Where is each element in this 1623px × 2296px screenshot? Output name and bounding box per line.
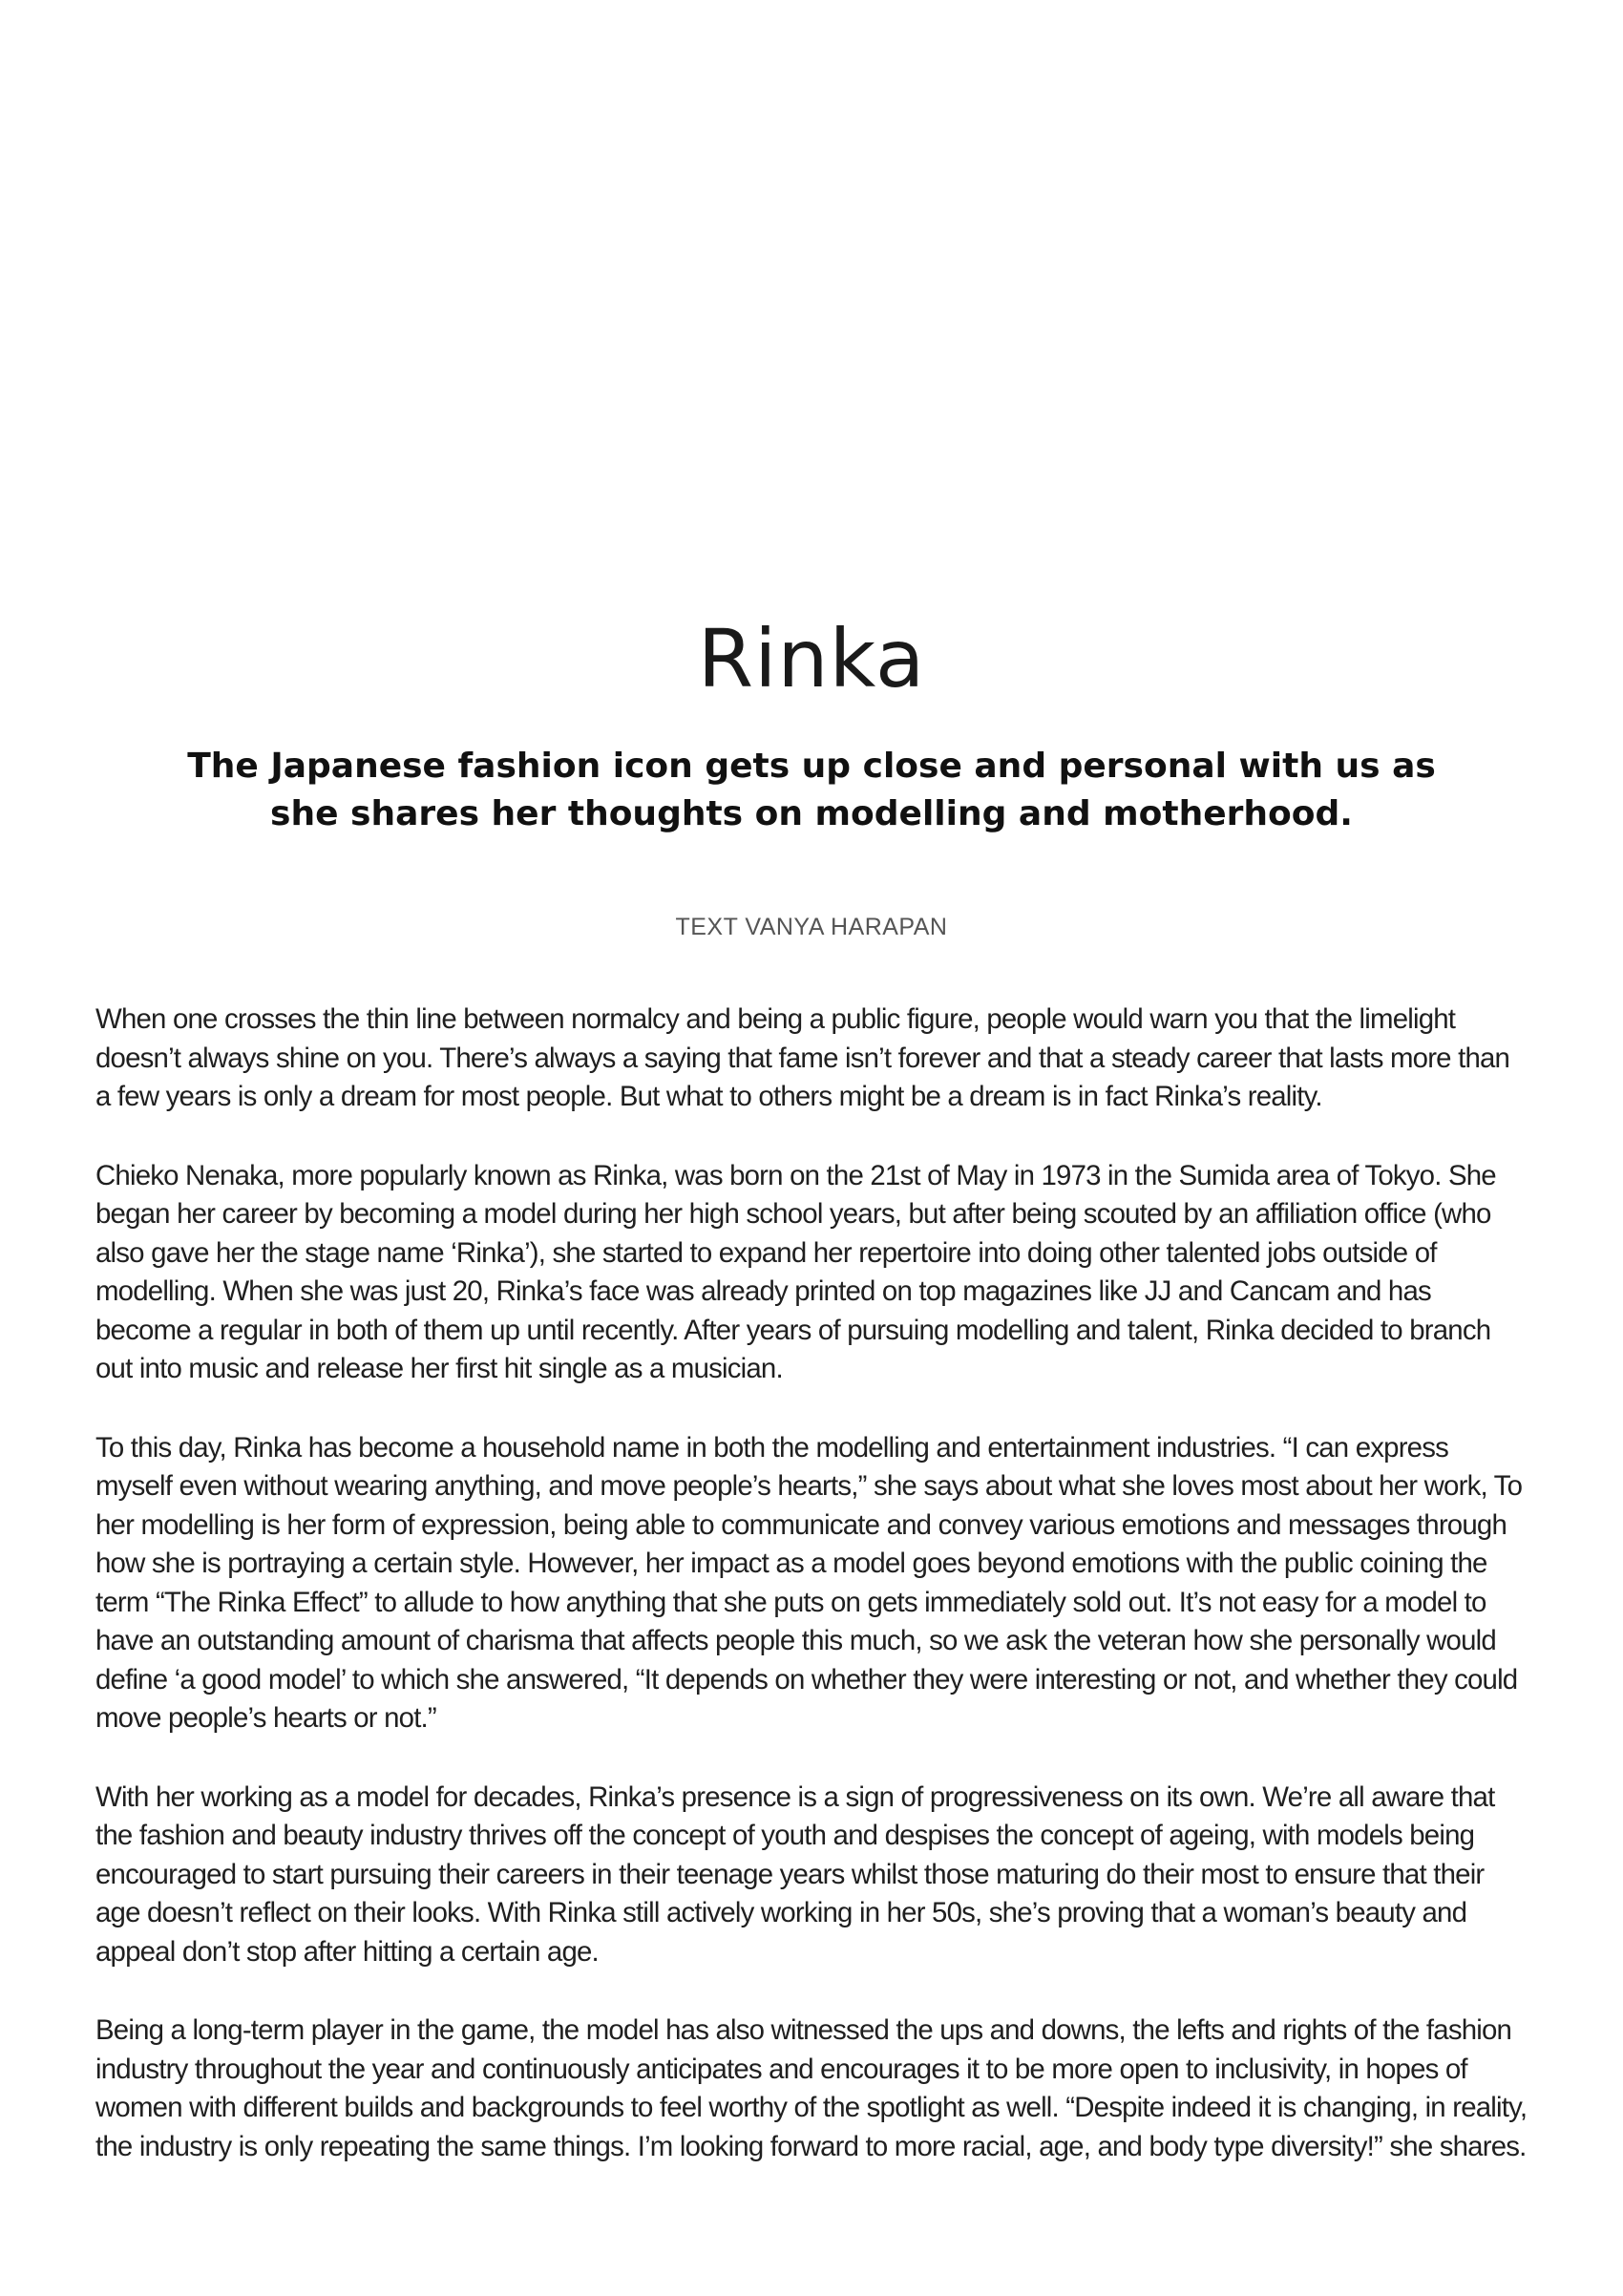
body-paragraph: When one crosses the thin line between normalcy and being a public figure, people would warn you that the limelight doesn’t always shine on you. There’s always a saying that fame isn’t forever and that a steady career that lasts more than a few years is only a dream for most people. But what to others might be a dream is in fact Rinka’s reality. xyxy=(95,1003,1510,1112)
body-paragraph: To this day, Rinka has become a household name in both the modelling and entertainment industries. “I can express myself even without wearing anything, and move people’s hearts,” she says about what she loves most about her work, To her modelling is her form of expression, being able to communicate and convey various emotions and messages through how she is portraying a certain style. However, her impact as a model goes beyond emotions with the public coining the term “The Rinka Effect” to allude to how anything that she puts on gets immediately sold out. It’s not easy for a model to have an outstanding amount of charisma that affects people this much, so we ask the veteran how she personally would define ‘a good model’ to which she answered, “It depends on whether they were interesting or not, and whether they could move people’s hearts or not.” xyxy=(95,1431,1523,1734)
body-paragraph: With her working as a model for decades, Rinka’s presence is a sign of progressiveness on its own. We’re all aware that the fashion and beauty industry thrives off the concept of youth and despises the concept of ageing, with models being encouraged to start pursuing their careers in their teenage years whilst those maturing do their most to ensure that their age doesn’t reflect on their looks. With Rinka still actively working in her 50s, she’s proving that a woman’s beauty and appeal don’t stop after hitting a certain age. xyxy=(95,1780,1495,1968)
article-subtitle: The Japanese fashion icon gets up close and personal with us as she shares her thoughts on modelling and motherhood. xyxy=(187,747,1436,833)
article-byline: TEXT VANYA HARAPAN xyxy=(675,914,948,940)
body-paragraph: Being a long-term player in the game, the model has also witnessed the ups and downs, the lefts and rights of the fashion industry throughout the year and continuously anticipates and encourages it to be more open to inclusivity, in hopes of women with different builds and backgrounds to feel worthy of the spotlight as well. “Despite indeed it is changing, in reality, the industry is only repeating the same things. I’m looking forward to more racial, age, and body type diversity!” she shares. xyxy=(95,2014,1528,2162)
article-title: Rinka xyxy=(697,612,926,706)
article-body xyxy=(95,1001,1528,2206)
body-paragraph: Chieko Nenaka, more popularly known as Rinka, was born on the 21st of May in 1973 in the Sumida area of Tokyo. She began her career by becoming a model during her high school years, but after being scouted by an affiliation office (who also gave her the stage name ‘Rinka’), she started to expand her repertoire into doing other talented jobs outside of modelling. When she was just 20, Rinka’s face was already printed on top magazines like JJ and Cancam and has become a regular in both of them up until recently. After years of pursuing modelling and talent, Rinka decided to branch out into music and release her first hit single as a musician. xyxy=(95,1159,1496,1384)
